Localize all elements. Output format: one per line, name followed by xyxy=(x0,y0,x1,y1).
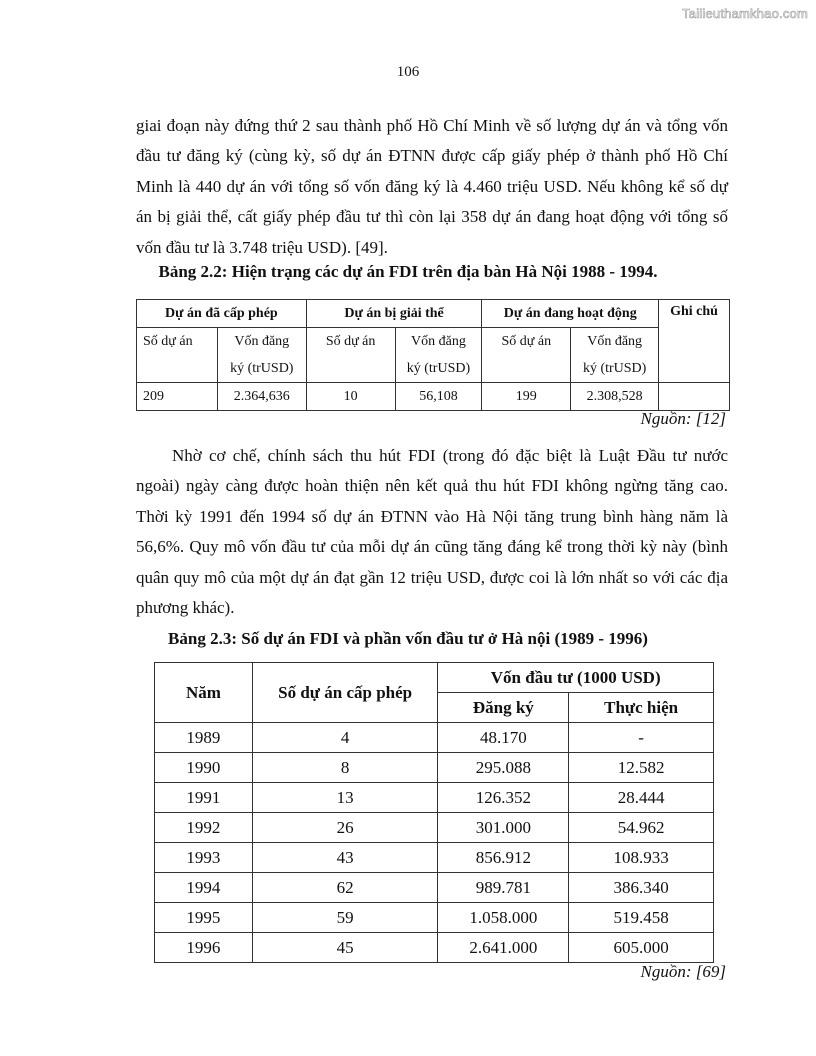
table-cell: 10 xyxy=(306,383,395,411)
table-cell: 2.308,528 xyxy=(571,383,659,411)
table-cell xyxy=(659,383,730,411)
table-row xyxy=(155,753,714,783)
table-cell: 605.000 xyxy=(569,933,714,963)
header-year: Năm xyxy=(155,663,253,723)
header-registered: Đăng ký xyxy=(438,693,569,723)
group-active: Dự án đang hoạt động xyxy=(482,300,659,328)
table-row xyxy=(155,873,714,903)
sub-capital-active: Vốn đăng ký (trUSD) xyxy=(571,328,659,383)
table-2-2 xyxy=(136,299,730,411)
table-cell: 989.781 xyxy=(438,873,569,903)
table-cell: 13 xyxy=(252,783,438,813)
page-number: 106 xyxy=(396,64,420,80)
table-cell: 8 xyxy=(252,753,438,783)
table-2-3-source: Nguồn: [69] xyxy=(640,962,726,981)
table-cell: 12.582 xyxy=(569,753,714,783)
table-2-3-caption: Bảng 2.3: Số dự án FDI và phần vốn đầu tư ở Hà nội (1989 - 1996) xyxy=(168,629,648,648)
table-cell: 295.088 xyxy=(438,753,569,783)
table-cell: 1991 xyxy=(155,783,253,813)
table-cell: 199 xyxy=(482,383,571,411)
table-cell: 2.364,636 xyxy=(217,383,306,411)
table-cell: 1992 xyxy=(155,813,253,843)
table-cell: 1993 xyxy=(155,843,253,873)
sub-capital-licensed: Vốn đăng ký (trUSD) xyxy=(217,328,306,383)
table-cell: 62 xyxy=(252,873,438,903)
table-cell: 301.000 xyxy=(438,813,569,843)
group-licensed: Dự án đã cấp phép xyxy=(137,300,307,328)
watermark: Tailieuthamkhao.com xyxy=(682,6,808,21)
group-notes: Ghi chú xyxy=(659,300,730,383)
table-cell: 59 xyxy=(252,903,438,933)
table-cell: 1994 xyxy=(155,873,253,903)
table-row xyxy=(155,723,714,753)
sub-projects-licensed: Số dự án xyxy=(137,328,218,383)
table-cell: 45 xyxy=(252,933,438,963)
table-cell: 2.641.000 xyxy=(438,933,569,963)
paragraph-2: Nhờ cơ chế, chính sách thu hút FDI (trong đó đặc biệt là Luật Đầu tư nước ngoài) ngày càng được hoàn thiện nên kết quả thu hút FDI không ngừng tăng cao. Thời kỳ 1991 đến 1994 số dự án ĐTNN vào Hà Nội tăng trung bình hàng năm là 56,6%. Quy mô vốn đầu tư của mỗi dự án cũng tăng đáng kể trong thời kỳ này (bình quân quy mô của một dự án đạt gần 12 triệu USD, được coi là lớn nhất so với các địa phương khác). xyxy=(136,446,728,618)
table-cell: 1996 xyxy=(155,933,253,963)
table-cell: 4 xyxy=(252,723,438,753)
paragraph-1: giai đoạn này đứng thứ 2 sau thành phố Hồ Chí Minh về số lượng dự án và tổng vốn đầu tư đăng ký (cùng kỳ, số dự án ĐTNN được cấp giấy phép ở thành phố Hồ Chí Minh là 440 dự án với tổng số vốn đăng ký là 4.460 triệu USD. Nếu không kể số dự án bị giải thể, cất giấy phép đầu tư thì còn lại 358 dự án đang hoạt động với tổng số vốn đầu tư là 3.748 triệu USD). [49]. xyxy=(136,116,728,257)
table-cell: 56,108 xyxy=(395,383,482,411)
table-row xyxy=(155,903,714,933)
group-dissolved: Dự án bị giải thể xyxy=(306,300,482,328)
sub-projects-active: Số dự án xyxy=(482,328,571,383)
table-cell: 26 xyxy=(252,813,438,843)
table-row xyxy=(155,933,714,963)
table-2-2-sub-header xyxy=(137,328,730,383)
table-2-2-group-header xyxy=(137,300,730,328)
table-cell: - xyxy=(569,723,714,753)
table-cell: 126.352 xyxy=(438,783,569,813)
table-cell: 108.933 xyxy=(569,843,714,873)
table-row xyxy=(155,813,714,843)
table-cell: 386.340 xyxy=(569,873,714,903)
table-cell: 856.912 xyxy=(438,843,569,873)
table-cell: 43 xyxy=(252,843,438,873)
table-2-2-source: Nguồn: [12] xyxy=(640,409,726,428)
table-row xyxy=(137,383,730,411)
sub-projects-dissolved: Số dự án xyxy=(306,328,395,383)
sub-capital-dissolved: Vốn đăng ký (trUSD) xyxy=(395,328,482,383)
table-row xyxy=(155,843,714,873)
table-cell: 54.962 xyxy=(569,813,714,843)
table-2-2-caption: Bảng 2.2: Hiện trạng các dự án FDI trên địa bàn Hà Nội 1988 - 1994. xyxy=(158,262,658,281)
header-implemented: Thực hiện xyxy=(569,693,714,723)
table-cell: 28.444 xyxy=(569,783,714,813)
table-cell: 519.458 xyxy=(569,903,714,933)
table-2-3 xyxy=(154,662,714,963)
table-cell: 1.058.000 xyxy=(438,903,569,933)
table-cell: 209 xyxy=(137,383,218,411)
table-cell: 48.170 xyxy=(438,723,569,753)
table-row xyxy=(155,783,714,813)
table-2-3-header xyxy=(155,663,714,693)
table-cell: 1989 xyxy=(155,723,253,753)
header-capital: Vốn đầu tư (1000 USD) xyxy=(438,663,714,693)
header-projects: Số dự án cấp phép xyxy=(252,663,438,723)
table-cell: 1995 xyxy=(155,903,253,933)
table-cell: 1990 xyxy=(155,753,253,783)
